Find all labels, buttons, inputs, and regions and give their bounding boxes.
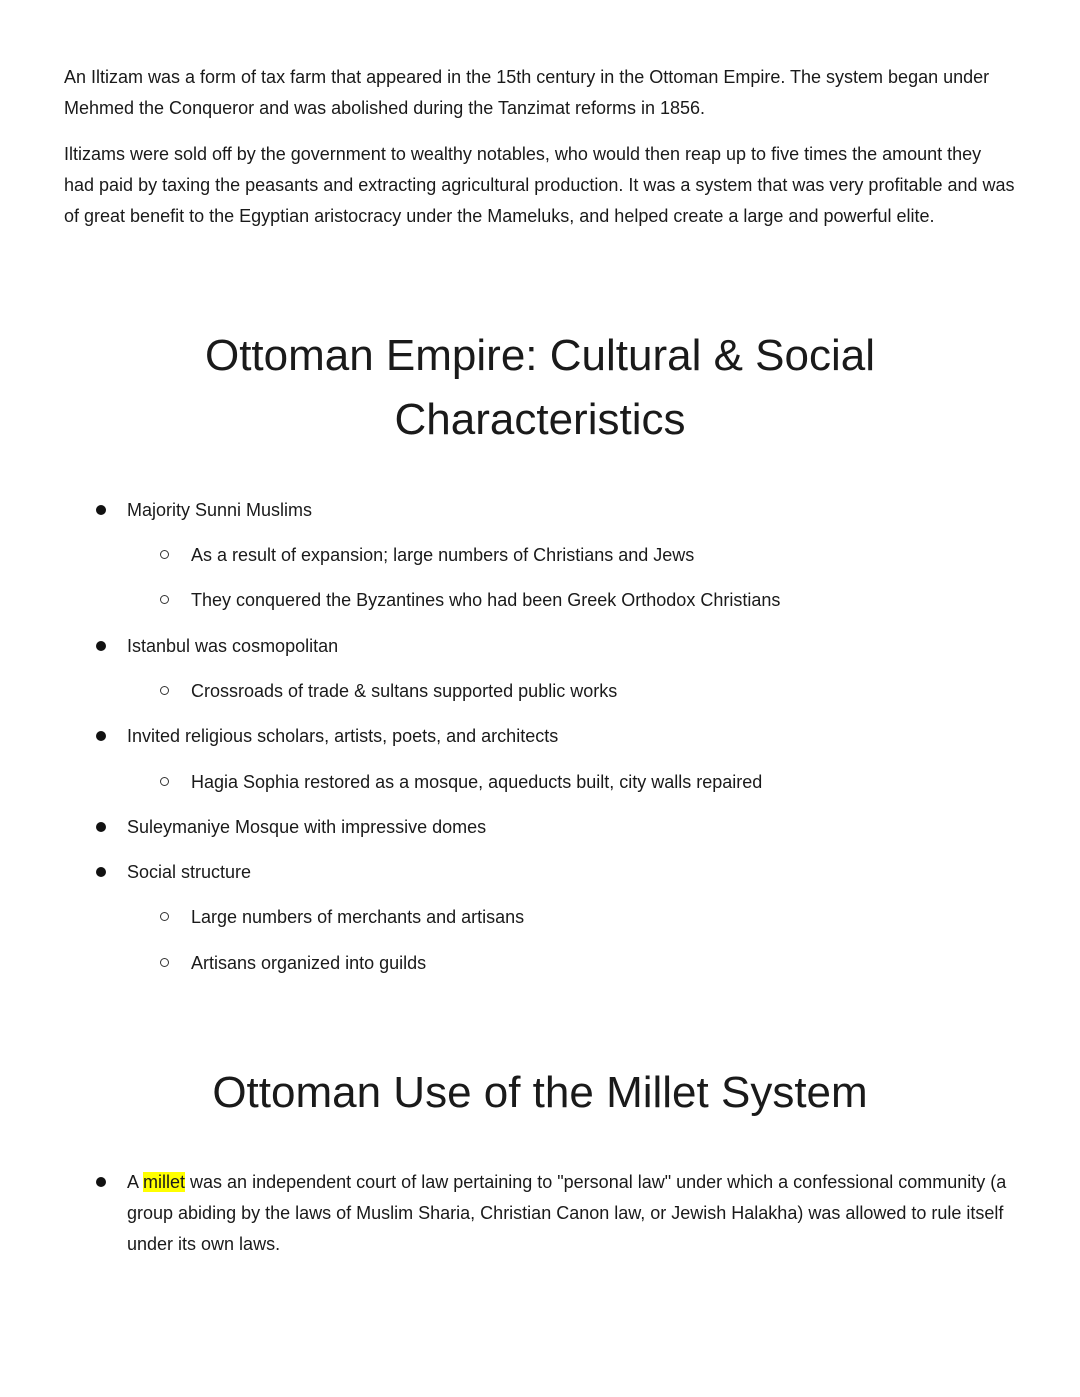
- bullet-disc-icon: [96, 815, 127, 839]
- bullet-circle-icon: [160, 951, 191, 975]
- bullet-disc-icon: [96, 498, 127, 522]
- list-item: [160, 905, 524, 929]
- bullet-disc-icon: [96, 724, 127, 748]
- bullet-disc-icon: [96, 634, 127, 658]
- list-item-text: Artisans organized into guilds: [191, 953, 427, 973]
- bullet-circle-icon: [160, 588, 191, 612]
- list-item: [160, 543, 694, 567]
- intro-paragraph-1: An Iltizam was a form of tax farm that appeared in the 15th century in the Ottoman Empire. The system began under Mehmed the Conqueror and was abolished during the Tanzimat reforms in 1856.: [64, 67, 990, 118]
- bullet-circle-icon: [160, 905, 191, 929]
- heading-line-2: Characteristics: [394, 395, 686, 444]
- list-item: [160, 770, 762, 794]
- list-item: [96, 815, 486, 839]
- list-item-text: As a result of expansion; large numbers of Christians and Jews: [191, 545, 695, 565]
- bullet-circle-icon: [160, 770, 191, 794]
- list-item: [96, 498, 312, 522]
- millet-rest: was an independent court of law pertaining to "personal law" under which a confessional community (a group abiding by the laws of Muslim Sharia, Christian Canon law, or Jewish Halakha) was allowed to rule itself under its own laws.: [127, 1172, 1007, 1254]
- list-item-text: Istanbul was cosmopolitan: [127, 636, 339, 656]
- list-item: [160, 679, 617, 703]
- millet-prefix: A: [127, 1172, 144, 1192]
- millet-definition-text: [127, 1167, 1016, 1260]
- section-heading-millet-system: Ottoman Use of the Millet System: [212, 1068, 868, 1117]
- list-item-text: They conquered the Byzantines who had been Greek Orthodox Christians: [191, 590, 781, 610]
- list-item-text: Large numbers of merchants and artisans: [191, 907, 525, 927]
- list-item-text: Hagia Sophia restored as a mosque, aqueducts built, city walls repaired: [191, 772, 763, 792]
- list-item-text: Crossroads of trade & sultans supported public works: [191, 681, 618, 701]
- highlighted-term-millet: millet: [143, 1172, 186, 1192]
- bullet-circle-icon: [160, 543, 191, 567]
- list-item-text: Invited religious scholars, artists, poets, and architects: [127, 726, 559, 746]
- list-item: [96, 860, 251, 884]
- bullet-disc-icon: [96, 1167, 127, 1198]
- bullet-circle-icon: [160, 679, 191, 703]
- list-item-text: Majority Sunni Muslims: [127, 500, 313, 520]
- bullet-disc-icon: [96, 860, 127, 884]
- heading-line-1: Ottoman Empire: Cultural & Social: [204, 331, 876, 380]
- list-item: [160, 588, 780, 612]
- list-item: [160, 951, 426, 975]
- list-item-text: Suleymaniye Mosque with impressive domes: [127, 817, 487, 837]
- list-item: [96, 724, 558, 748]
- intro-paragraph-2: Iltizams were sold off by the government to wealthy notables, who would then reap up to five times the amount they had paid by taxing the peasants and extracting agricultural production. It was a system that was very profitable and was of great benefit to the Egyptian aristocracy under the Mameluks, and helped create a large and powerful elite.: [64, 144, 1015, 226]
- list-item-text: Social structure: [127, 862, 252, 882]
- section-heading-cultural-social: [0, 324, 1080, 452]
- list-item: [96, 634, 338, 658]
- millet-definition-item: [96, 1167, 1016, 1260]
